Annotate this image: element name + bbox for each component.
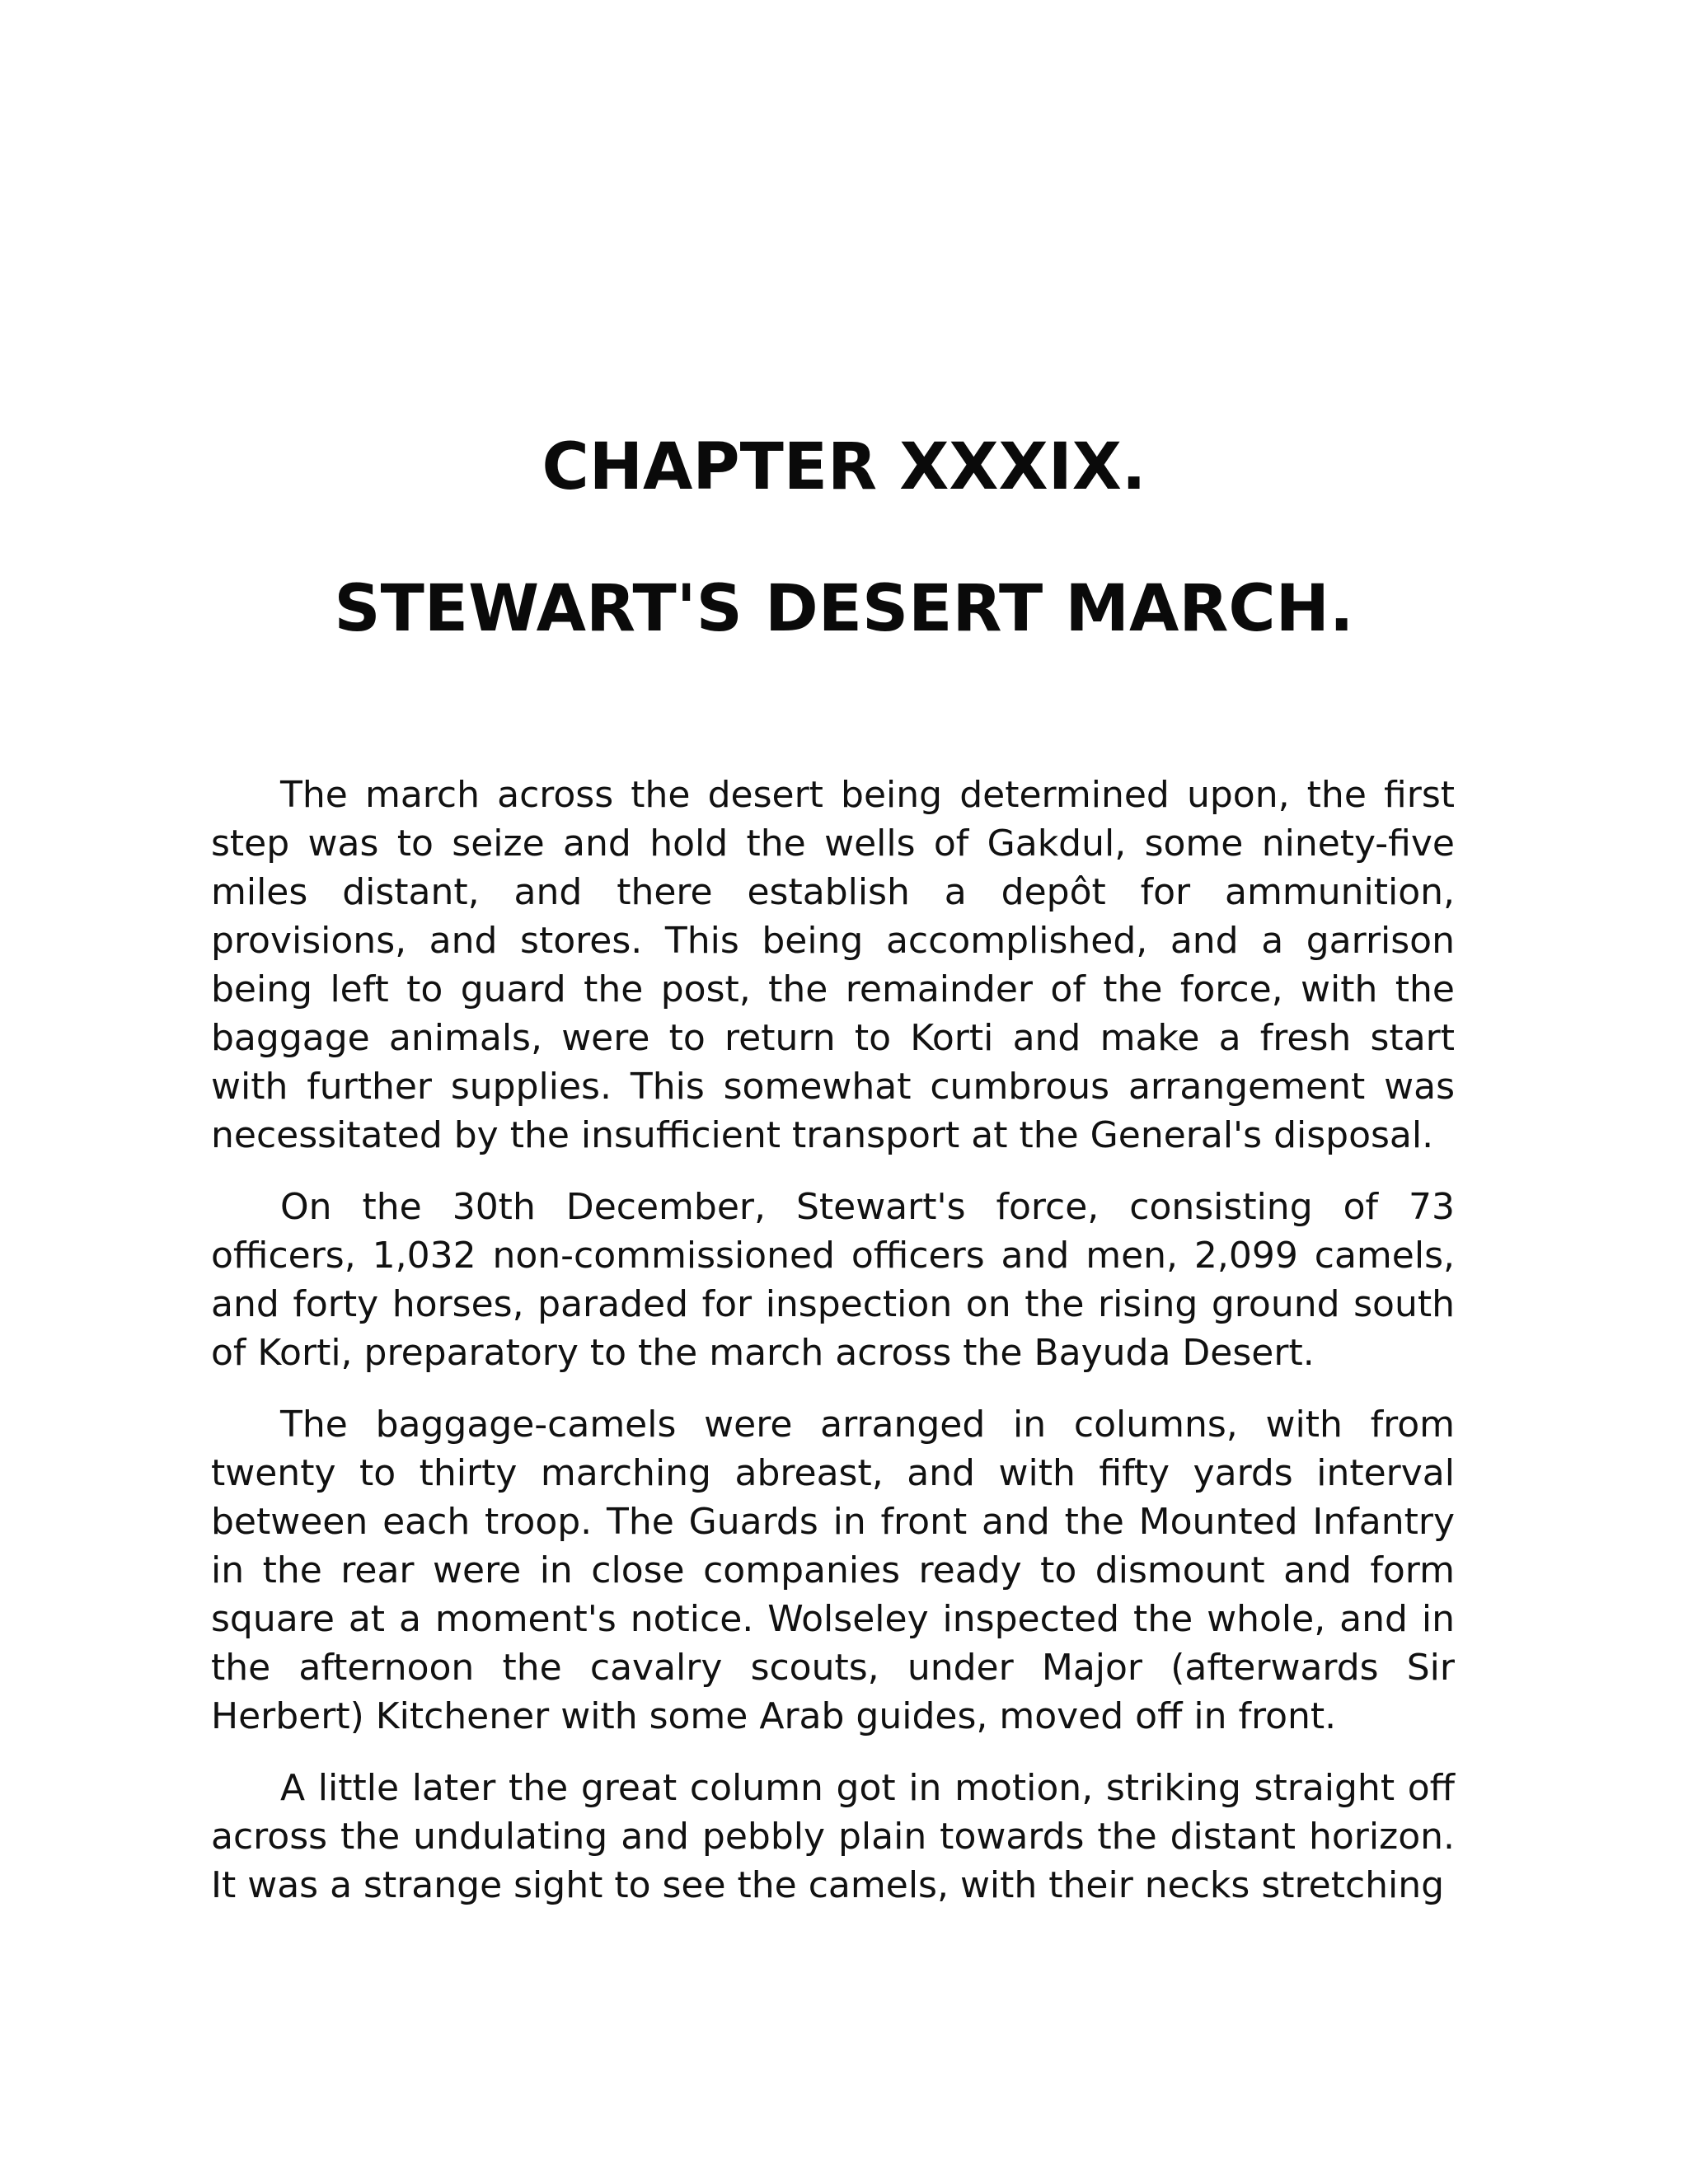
- paragraph-2: On the 30th December, Stewart's force, consisting of 73 officers, 1,032 non-commissioned officers and men, 2,099 camels, and forty horses, paraded for inspection on the rising ground south of Korti, preparatory to the march across the Bayuda Desert.: [211, 1186, 1455, 1374]
- chapter-title: STEWART'S DESERT MARCH.: [334, 572, 1354, 646]
- paragraph-1: The march across the desert being determined upon, the first step was to seize and hold the wells of Gakdul, some ninety-five miles distant, and there establish a depôt for ammunition, provisions, and stores. This being accomplished, and a garrison being left to guard the post, the remainder of the force, with the baggage animals, were to return to Korti and make a fresh start with further supplies. This somewhat cumbrous arrangement was necessitated by the insufficient transport at the General's disposal.: [211, 774, 1455, 1156]
- paragraph-4: A little later the great column got in motion, striking straight off across the undulating and pebbly plain towards the distant horizon. It was a strange sight to see the camels, with their necks stretching: [211, 1767, 1455, 1906]
- chapter-body: [211, 771, 1455, 1910]
- chapter-number: CHAPTER XXXIX.: [542, 430, 1146, 504]
- paragraph-3: The baggage-camels were arranged in columns, with from twenty to thirty marching abreast, and with fifty yards interval between each troop. The Guards in front and the Mounted Infantry in the rear were in close companies ready to dismount and form square at a moment's notice. Wolseley inspected the whole, and in the afternoon the cavalry scouts, under Major (afterwards Sir Herbert) Kitchener with some Arab guides, moved off in front.: [211, 1404, 1455, 1737]
